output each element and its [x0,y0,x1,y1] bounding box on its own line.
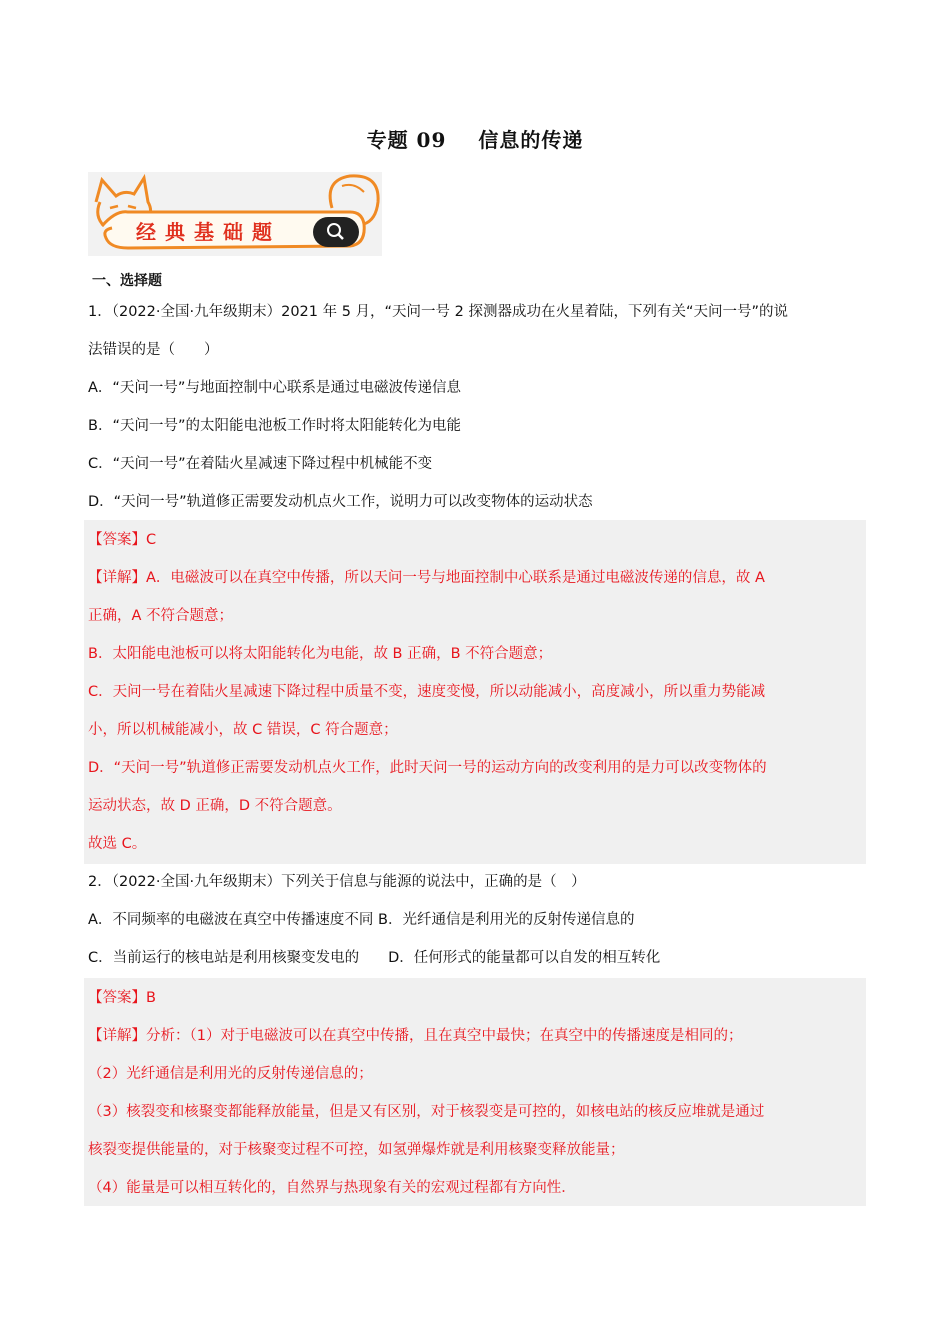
q2-explanation-line: 【详解】分析：（1）对于电磁波可以在真空中传播，且在真空中最快；在真空中的传播速度是相同的； [88,1028,743,1044]
magnifier-icon [312,216,360,248]
q2-explanation-line: （2）光纤通信是利用光的反射传递信息的； [88,1066,373,1082]
q1-explanation-line: 运动状态，故 D 正确，D 不符合题意。 [88,798,342,814]
q1-option-b: B．“天问一号”的太阳能电池板工作时将太阳能转化为电能 [88,418,461,434]
q1-option-d: D．“天问一号”轨道修正需要发动机点火工作，说明力可以改变物体的运动状态 [88,494,593,510]
title-sub: 信息的传递 [478,128,584,152]
q2-options-cd: C．当前运行的核电站是利用核聚变发电的 D．任何形式的能量都可以自发的相互转化 [88,950,661,966]
q1-stem-line2: 法错误的是（ ） [88,342,219,358]
q2-answer: 【答案】B [88,990,156,1006]
q2-explanation-line: （3）核裂变和核聚变都能释放能量，但是又有区别，对于核裂变是可控的，如核电站的核反应堆就是通过 [88,1104,765,1120]
banner-text: 经典基础题 [136,220,281,244]
q1-option-c: C．“天问一号”在着陆火星减速下降过程中机械能不变 [88,456,433,472]
q1-explanation-line: B．太阳能电池板可以将太阳能转化为电能，故 B 正确，B 不符合题意； [88,646,553,662]
q1-explanation-line: D．“天问一号”轨道修正需要发动机点火工作，此时天问一号的运动方向的改变利用的是力可以改变物体的 [88,760,767,776]
q1-answer: 【答案】C [88,532,157,548]
section-heading: 一、选择题 [92,273,162,289]
page-title [0,124,950,153]
q2-stem: 2．（2022·全国·九年级期末）下列关于信息与能源的说法中，正确的是（ ） [88,874,586,890]
q1-explanation-line: C．天问一号在着陆火星减速下降过程中质量不变，速度变慢，所以动能减小，高度减小，所以重力势能减 [88,684,766,700]
q1-option-a: A．“天问一号”与地面控制中心联系是通过电磁波传递信息 [88,380,461,396]
title-main: 专题 09 [366,128,447,152]
q1-explanation-line: 小，所以机械能减小，故 C 错误，C 符合题意； [88,722,398,738]
q1-conclusion: 故选 C。 [88,836,147,852]
q2-explanation-line: 核裂变提供能量的，对于核聚变过程不可控，如氢弹爆炸就是利用核聚变释放能量； [88,1142,625,1158]
q2-explanation-line: （4）能量是可以相互转化的，自然界与热现象有关的宏观过程都有方向性． [88,1180,576,1196]
q1-stem-line1: 1．（2022·全国·九年级期末）2021 年 5 月，“天问一号 2 探测器成功在火星着陆，下列有关“天问一号”的说 [88,304,789,320]
q2-options-ab: A．不同频率的电磁波在真空中传播速度不同 B．光纤通信是利用光的反射传递信息的 [88,912,635,928]
section-banner [88,172,382,256]
q1-explanation-line: 【详解】A．电磁波可以在真空中传播，所以天问一号与地面控制中心联系是通过电磁波传递的信息，故 A [88,570,765,586]
q2-explanation-box [84,978,866,1206]
q1-explanation-line: 正确，A 不符合题意； [88,608,234,624]
